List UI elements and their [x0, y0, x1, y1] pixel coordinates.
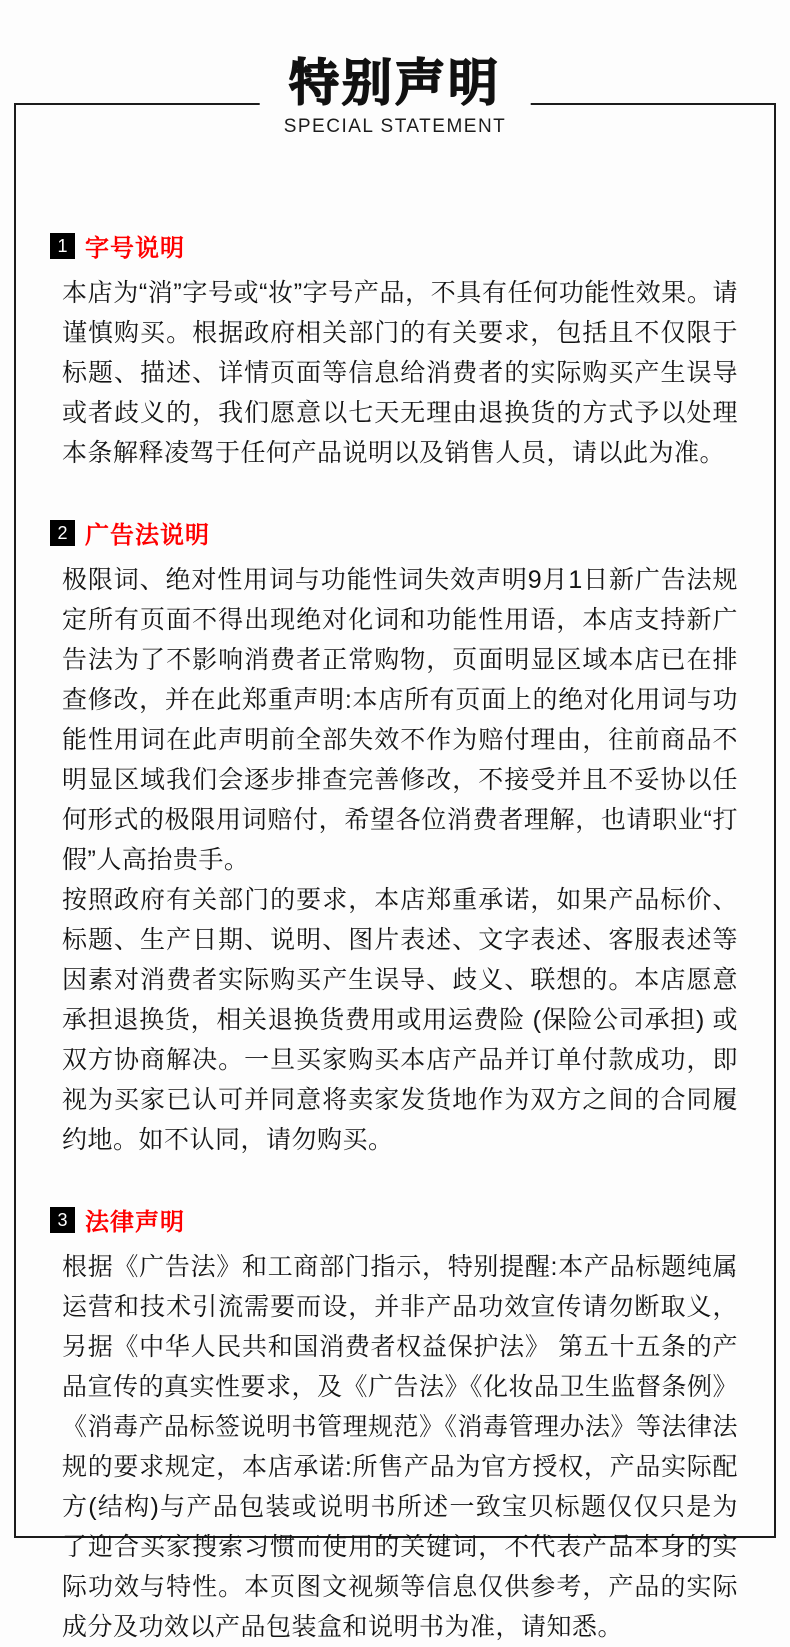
section-legal-statement: [50, 1202, 738, 1647]
page-header: [260, 52, 531, 144]
section-heading: [50, 228, 738, 263]
section-paragraph: 根据《广告法》和工商部门指示，特别提醒:本产品标题纯属运营和技术引流需要而设，并非产品功效宣传请勿断取义，另据《中华人民共和国消费者权益保护法》 第五十五条的产品宣传的真实性要求，及《广告法》《化妆品卫生监督条例》《消毒产品标签说明书管理规范》《消毒管理办法》等法律法规的要求规定，本店承诺:所售产品为官方授权，产品实际配方(结构)与产品包装或说明书所述一致宝贝标题仅仅只是为了迎合买家搜索习惯而使用的关键词，不代表产品本身的实际功效与特性。本页图文视频等信息仅供参考，产品的实际成分及功效以产品包装盒和说明书为准，请知悉。: [62, 1253, 739, 1641]
statement-content: [16, 105, 774, 1647]
section-number-badge: 3: [50, 1207, 75, 1233]
section-advertising-law-statement: [50, 515, 738, 1160]
section-font-size-statement: [50, 228, 738, 473]
section-heading-label: 广告法说明: [85, 522, 210, 549]
section-number-badge: 2: [50, 520, 75, 546]
section-paragraph: 本店为“消”字号或“妆”字号产品，不具有任何功能性效果。请谨慎购买。根据政府相关部门的有关要求，包括且不仅限于标题、描述、详情页面等信息给消费者的实际购买产生误导或者歧义的，我们愿意以七天无理由退换货的方式予以处理本条解释凌驾于任何产品说明以及销售人员，请以此为准。: [62, 279, 738, 467]
page-subtitle: SPECIAL STATEMENT: [283, 115, 507, 137]
section-number-badge: 1: [50, 233, 75, 259]
section-heading-label: 法律声明: [85, 1209, 185, 1236]
section-heading-label: 字号说明: [85, 235, 185, 262]
section-heading: [50, 515, 738, 550]
section-heading: [50, 1202, 738, 1237]
section-paragraph: 按照政府有关部门的要求，本店郑重承诺，如果产品标价、标题、生产日期、说明、图片表述、文字表述、客服表述等因素对消费者实际购买产生误导、歧义、联想的。本店愿意承担退换货，相关退换货费用或用运费险 (保险公司承担) 或双方协商解决。一旦买家购买本店产品并订单付款成功，即视为买家已认可并同意将卖家发货地作为双方之间的合同履约地。如不认同，请勿购买。: [62, 886, 738, 1154]
section-paragraph: 极限词、绝对性用词与功能性词失效声明9月1日新广告法规定所有页面不得出现绝对化词和功能性用语，本店支持新广告法为了不影响消费者正常购物，页面明显区域本店已在排查修改，并在此郑重声明:本店所有页面上的绝对化用词与功能性用词在此声明前全部失效不作为赔付理由，往前商品不明显区域我们会逐步排查完善修改，不接受并且不妥协以任何形式的极限用词赔付，希望各位消费者理解，也请职业“打假”人高抬贵手。: [62, 566, 738, 874]
page-title: 特别声明: [288, 55, 501, 111]
